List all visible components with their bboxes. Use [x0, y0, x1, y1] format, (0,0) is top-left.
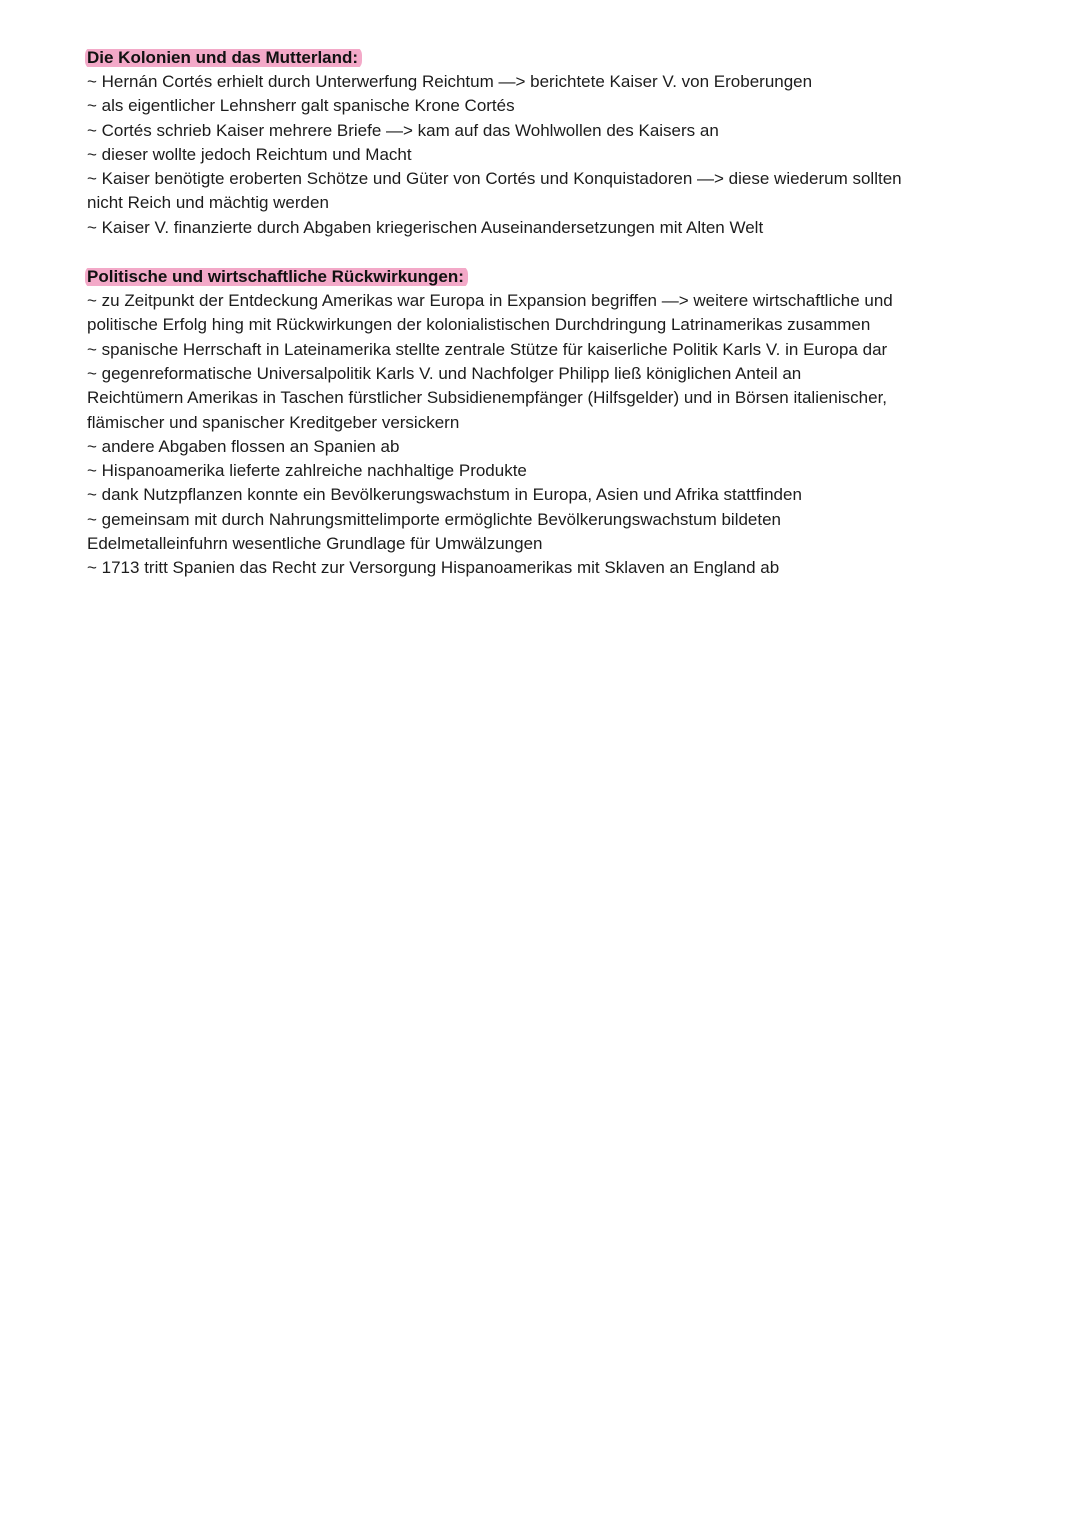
continuation-line: nicht Reich und mächtig werden	[87, 193, 329, 213]
bullet-line: ~ 1713 tritt Spanien das Recht zur Versorgung Hispanoamerikas mit Sklaven an England ab	[87, 558, 780, 578]
bullet-line: ~ Kaiser V. finanzierte durch Abgaben kriegerischen Auseinandersetzungen mit Alten Welt	[87, 217, 764, 237]
continuation-line: Edelmetalleinfuhrn wesentliche Grundlage für Umwälzungen	[87, 534, 543, 554]
bullet-line: ~ gegenreformatische Universalpolitik Karls V. und Nachfolger Philipp ließ königlichen Anteil an	[87, 363, 802, 383]
section-heading: Die Kolonien und das Mutterland:	[85, 46, 362, 70]
continuation-line: politische Erfolg hing mit Rückwirkungen der kolonialistischen Durchdringung Latrinamerikas zusammen	[87, 315, 871, 335]
bullet-line: ~ Hernán Cortés erhielt durch Unterwerfung Reichtum —> berichtete Kaiser V. von Eroberungen	[87, 72, 813, 91]
bullet-line: ~ Hispanoamerika lieferte zahlreiche nachhaltige Produkte	[87, 461, 527, 481]
section-kolonien-mutterland	[87, 46, 987, 240]
bullet-line: ~ spanische Herrschaft in Lateinamerika stellte zentrale Stütze für kaiserliche Politik Karls V. in Europa dar	[87, 339, 888, 359]
bullet-line: ~ gemeinsam mit durch Nahrungsmittelimporte ermöglichte Bevölkerungswachstum bildeten	[87, 509, 782, 529]
document-page	[87, 46, 987, 606]
continuation-line: Reichtümern Amerikas in Taschen fürstlicher Subsidienempfänger (Hilfsgelder) und in Börsen italienischer,	[87, 388, 888, 408]
bullet-line: ~ dieser wollte jedoch Reichtum und Macht	[87, 144, 412, 164]
bullet-line: ~ Kaiser benötigte eroberten Schötze und Güter von Cortés und Konquistadoren —> diese wiederum sollten	[87, 169, 902, 189]
bullet-line: ~ dank Nutzpflanzen konnte ein Bevölkerungswachstum in Europa, Asien und Afrika stattfinden	[87, 485, 802, 505]
continuation-line: flämischer und spanischer Kreditgeber versickern	[87, 412, 460, 432]
bullet-line: ~ als eigentlicher Lehnsherr galt spanische Krone Cortés	[87, 96, 515, 116]
section-politische-rueckwirkungen	[87, 265, 987, 581]
bullet-line: ~ zu Zeitpunkt der Entdeckung Amerikas war Europa in Expansion begriffen —> weitere wirtschaftliche und	[87, 291, 893, 311]
section-heading: Politische und wirtschaftliche Rückwirkungen:	[85, 265, 468, 289]
bullet-line: ~ Cortés schrieb Kaiser mehrere Briefe —> kam auf das Wohlwollen des Kaisers an	[87, 120, 719, 140]
bullet-line: ~ andere Abgaben flossen an Spanien ab	[87, 436, 400, 456]
